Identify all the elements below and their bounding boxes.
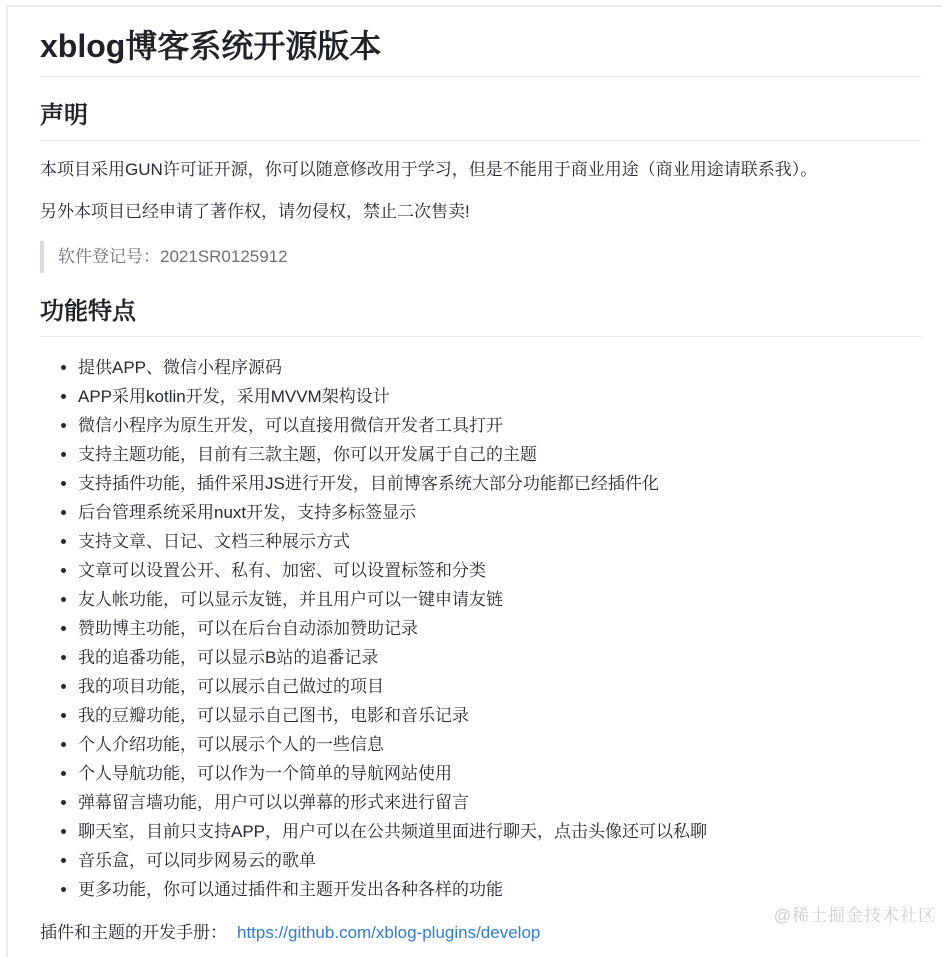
feature-list-item: • 更多功能，你可以通过插件和主题开发出各种各样的功能 [78,875,922,904]
feature-list-item: • 弹幕留言墙功能，用户可以以弹幕的形式来进行留言 [78,788,922,817]
feature-list-item: • 我的豆瓣功能，可以显示自己图书，电影和音乐记录 [78,701,922,730]
feature-list-item: • 我的项目功能，可以展示自己做过的项目 [78,672,922,701]
feature-list-item: • 聊天室，目前只支持APP，用户可以在公共频道里面进行聊天，点击头像还可以私聊 [78,817,922,846]
section-heading-statement: 声明 [40,101,922,141]
feature-list-item: • 友人帐功能，可以显示友链，并且用户可以一键申请友链 [78,585,922,614]
feature-list-item: • 个人导航功能，可以作为一个简单的导航网站使用 [78,759,922,788]
registration-blockquote [40,241,922,273]
feature-list-item: • 微信小程序为原生开发，可以直接用微信开发者工具打开 [78,411,922,440]
feature-list-item: • 支持文章、日记、文档三种展示方式 [78,527,922,556]
dev-manual-label: 插件和主题的开发手册： [40,923,227,942]
feature-list-item: • 支持主题功能，目前有三款主题，你可以开发属于自己的主题 [78,440,922,469]
feature-list-item: • 支持插件功能，插件采用JS进行开发，目前博客系统大部分功能都已经插件化 [78,469,922,498]
feature-list-item: • APP采用kotlin开发，采用MVVM架构设计 [78,382,922,411]
registration-number: 软件登记号：2021SR0125912 [58,247,288,266]
feature-list-item: • 后台管理系统采用nuxt开发，支持多标签显示 [78,498,922,527]
watermark: @稀土掘金技术社区 [773,906,936,925]
feature-list-item: • 个人介绍功能，可以展示个人的一些信息 [78,730,922,759]
feature-list [40,353,922,904]
feature-list-item: • 赞助博主功能，可以在后台自动添加赞助记录 [78,614,922,643]
feature-list-item: • 音乐盒，可以同步网易云的歌单 [78,846,922,875]
feature-list-item: • 文章可以设置公开、私有、加密、可以设置标签和分类 [78,556,922,585]
article-content [40,26,922,946]
statement-paragraph-copyright: 另外本项目已经申请了著作权，请勿侵权，禁止二次售卖! [40,202,470,221]
feature-list-item: • 提供APP、微信小程序源码 [78,353,922,382]
feature-list-item: • 我的追番功能，可以显示B站的追番记录 [78,643,922,672]
page-title: xblog博客系统开源版本 [40,26,922,77]
section-heading-features: 功能特点 [40,297,922,337]
dev-manual-link[interactable]: https://github.com/xblog-plugins/develop [237,923,541,942]
statement-paragraph-license: 本项目采用GUN许可证开源，你可以随意修改用于学习，但是不能用于商业用途（商业用途请联系我）。 [40,160,818,179]
